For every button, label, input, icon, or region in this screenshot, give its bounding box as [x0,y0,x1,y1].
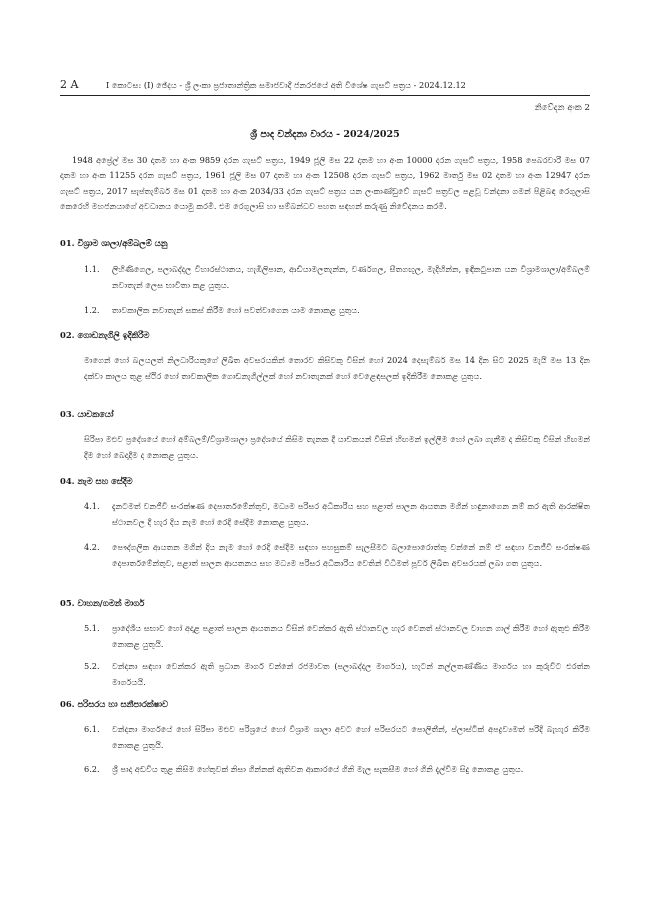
clause-text: ප්‍රාදේශීය සභාව හෝ අදාළ පළාත් පාලන ආයතනය විසින් වෙන්කර ඇති ස්ථානවල හැර වෙනත් ස්ථානවල වාහන ගාල් කිරීම හෝ ඇතුළු කිරීම නොකළ යුතුයි. [112,623,590,649]
clause-number: 5.1. [84,623,100,633]
clause-1-2 [84,303,590,319]
clause-number: 4.1. [84,501,100,511]
header-rule [60,95,590,96]
section-heading-03: 03. යාචකයෝ [60,409,114,419]
clause-text: ශ්‍රී පාද අඩවිය තුළ කිසිම හේතුවක් නිසා ගින්නක් ඇතිවන ආකාරයේ ගිනි මැල සැකසීම හෝ ගිනි දැල්වීම සිදු නොකළ යුතුය. [112,764,524,774]
section-02-paragraph: මාගෙන් හෝ බලයලත් නිලධාරියකුගේ ලිඛිත අවසරයකින් තොරව කිසිවකු විසින් හෝ 2024 දෙසැම්බර් මස 14 දින සිට 2025 මැයි මස 13 දින දක්වා කාලය තුළ ස්ථිර හෝ තාවකාලික ගොඩනැගිල්ලක් හෝ නවාතැනක් හෝ වෙළෙඳසලක් ඉදිකිරීම නොකළ යුතුය. [84,355,590,381]
running-header [60,78,590,91]
clause-text: තාවකාලික නවාතැන් සකස් කිරීම හෝ පවත්වාගෙන යාම නොකළ යුතුය. [112,305,360,315]
clause-number: 6.2. [84,764,100,774]
page-number: 2 A [60,78,79,91]
section-heading-02: 02. ගොඩනැගිලි ඉදිකිරීම [60,330,150,340]
clause-number: 4.2. [84,542,100,552]
clause-number: 6.1. [84,724,100,734]
clause-6-2 [84,762,590,778]
clause-text: ලිහිණිගෙල, පලාබද්දල විහාරස්ථානය, හැඹිලිපාන, ආඩියාමලතැන්න, වර්ණගල, සීතගඟුල, මැදිහින්න, ඉඳිකටුපාන යන විශ්‍රාමශාලා/අම්බලම් නවාතැන් ලෙස භාවිතා කළ යුතුය. [112,264,590,290]
clause-number: 1.2. [84,305,100,315]
clause-6-1 [84,722,590,753]
document-title: ශ්‍රී පාද වන්දනා වාරය - 2024/2025 [250,129,400,140]
clause-number: 1.1. [84,264,100,274]
section-heading-06: 06. පරිසරය හා සනීපාරක්ෂාව [60,699,169,709]
section-03-paragraph: සිරිපා මළුව ප්‍රදේශයේ හෝ අම්බලම්/විශ්‍රාමශාලා ප්‍රදේශයේ කිසිම තැනක දී යාචකයන් විසින් හිඟමන් ඉල්ලීම හෝ ලබා ගැනීම ද කිසිවකු විසින් හිඟමන් දීම හෝ බෙදාදීම ද නොකළ යුතුය. [84,434,590,460]
clause-4-1 [84,499,590,530]
intro-paragraph: 1948 අප්‍රේල් මස 30 දාතම හා අංක 9859 දරන ගැසට් පත්‍රය, 1949 ජූලි මස 22 දාතම හා අංක 10000 දරන ගැසට් පත්‍රය, 1958 පෙබරවාරි මස 07 දාතම හා අංක 11255 දරන ගැසට් පත්‍රය, 1961 ජූලි මස 07 දාතම හා අංක 12508 දරන ගැසට් පත්‍රය, 1962 මාර්තු මස 02 දාතම හා අංක 12947 දරන ගැසට් පත්‍රය, 2017 සැප්තැම්බර් මස 01 දාතම හා අංක 2034/33 දරන ගැසට් පත්‍රය යන ලංකාණ්ඩුවේ ගැසට් පත්‍රවල පළවූ වන්දනා ගමන් පිළිබඳ රෙගුලාසි කෙරෙහි මහජනයාගේ අවධානය යොමු කරමි. එම රෙගුලාසි හා සම්බන්ධව පහත සඳහන් කරුණු නිවේදනය කරමි. [60,155,590,211]
clause-number: 5.2. [84,661,100,671]
section-heading-01: 01. විශ්‍රාම ශාලා/අම්බලම් යනු [60,238,168,248]
clause-1-1 [84,262,590,293]
clause-5-1 [84,621,590,652]
running-title: I කොටස: (I) ඡේදය - ශ්‍රී ලංකා ප්‍රජාතාන්ත්‍රික සමාජවාදී ජනරජයේ අති විශේෂ ගැසට් පත්‍රය - 2024.12.12 [106,80,466,90]
clause-5-2 [84,659,590,690]
clause-text: පෞද්ගලික ආයතන මගින් දිය නැම හෝ රෙදි සේදීම සඳහා පහසුකම් සැලසීමට බලාපොරොත්තු වන්නේ නම් ඒ සඳහා වනජීවී සංරක්ෂණ දෙපාර්තමේන්තුව, පළාත් පාලන ආයතනය සහ මධ්‍යම පරිසර අධිකාරිය වෙතින් විධිමත් පූර්ව ලිඛිත අවසරයක් ලබා ගත යුතුය. [112,542,590,568]
clause-text: වන්දනා සඳහා වෙන්කර ඇති ප්‍රධාන මාර්ග වන්නේ රජමාවත (පලාබද්දල මාර්ගය), හැටන් නල්ලතණ්ණිය මාර්ගය හා කුරුවිට එරත්න මාර්ගයයි. [112,661,590,687]
clause-text: වන්දනා මාර්ගයේ හෝ සිරිපා මළුව පරිශ්‍රයේ හෝ විශ්‍රාම ශාලා අවට හෝ පරිසරයට පොලිතීන්, ප්ලාස්ටික් අපද්‍රව්‍යමත් පරිදි බැහැර කිරීම නොකළ යුතුයි. [112,724,590,750]
section-heading-05: 05. වාහන/ගමන් මාර්ග [60,598,145,608]
clause-text: දැනටමත් වනජීවී සංරක්ෂණ දෙපාර්තමේන්තුව, මධ්‍යම පරිසර අධිකාරිය සහ පළාත් පාලන ආයතන මගින් හඳුනාගෙන නම් කර ඇති ආරක්ෂිත ස්ථානවල දී හැර දිය නැම හෝ රෙදි සේදීම නොකළ යුතුය. [112,501,590,527]
notice-number: නිවේදන අංක 2 [534,103,590,113]
section-heading-04: 04. නැම සහ සේදීම [60,476,133,486]
clause-4-2 [84,540,590,571]
